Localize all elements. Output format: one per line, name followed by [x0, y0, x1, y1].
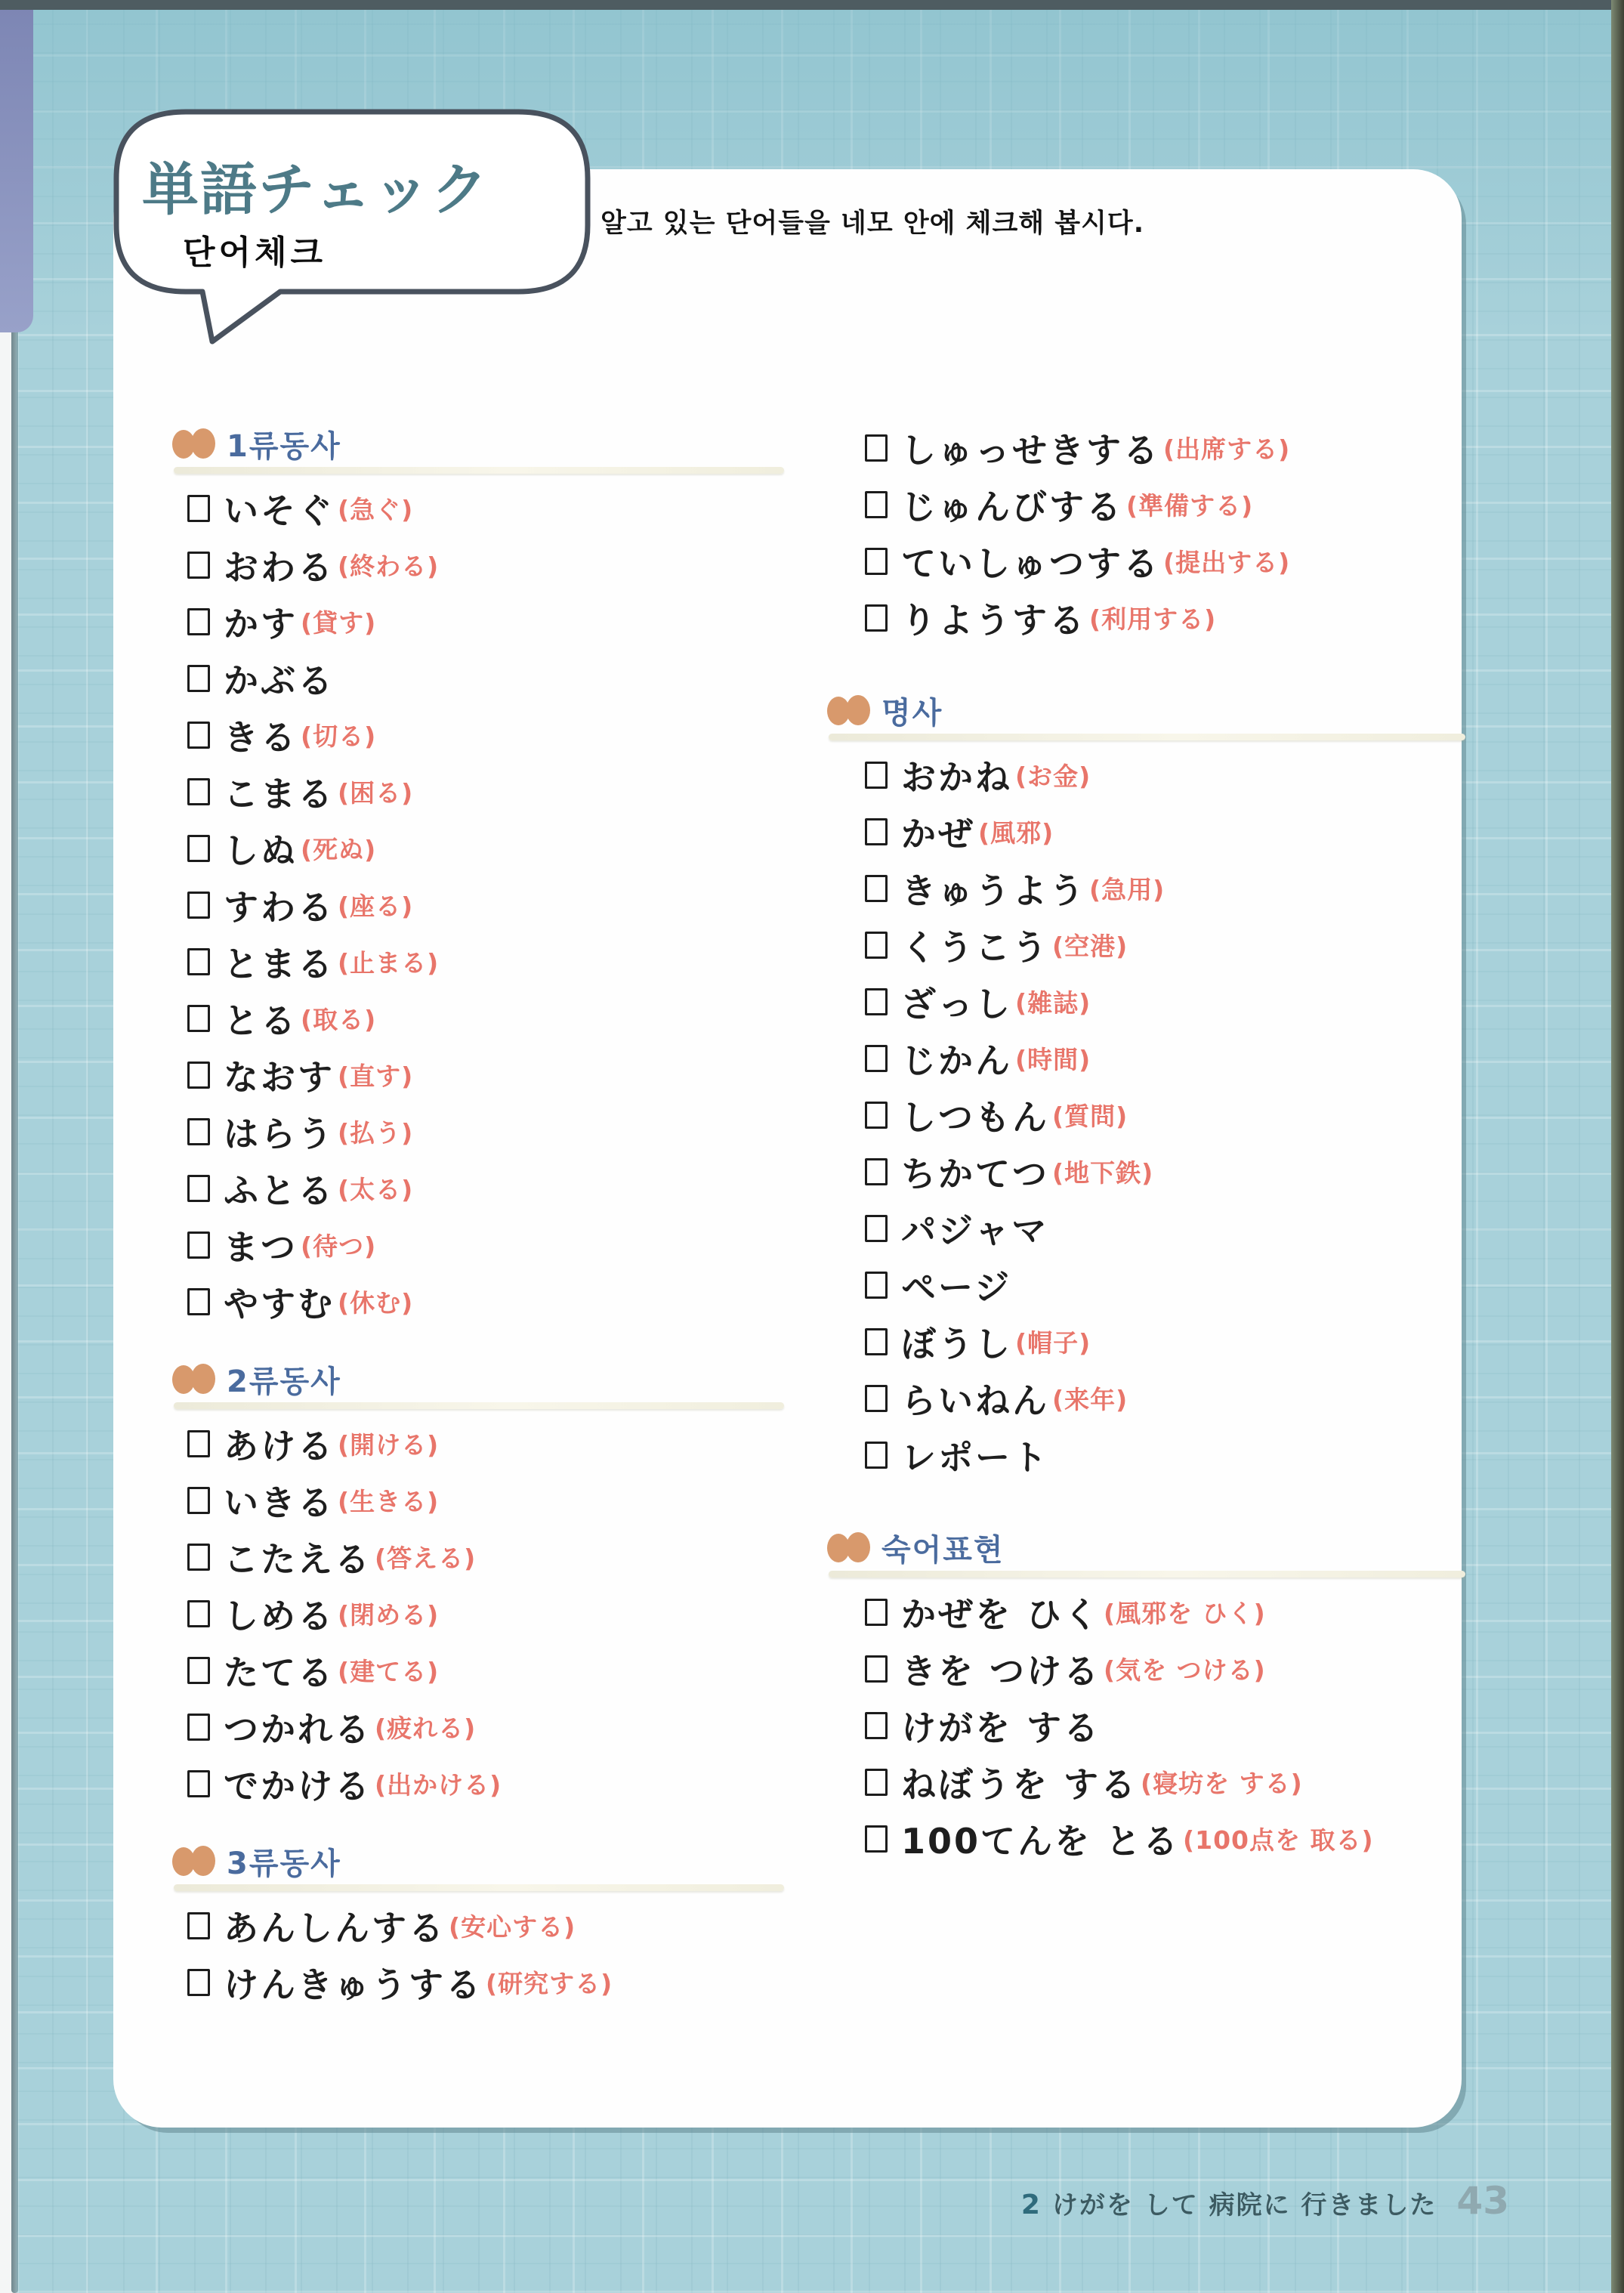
vocab-checkbox[interactable]: [865, 1385, 888, 1412]
vocab-translation: (気を つける): [1104, 1655, 1266, 1685]
section-divider: [174, 467, 784, 474]
vocab-word: 100てんを とる: [901, 1820, 1181, 1862]
vocab-translation: (研究する): [486, 1969, 613, 1998]
vocab-word: りようする: [901, 599, 1086, 641]
vocab-translation: (出かける): [375, 1770, 502, 1800]
vocab-item: [172, 1415, 784, 1472]
vocab-checkbox[interactable]: [187, 1657, 210, 1684]
vocab-checkbox[interactable]: [865, 1045, 888, 1072]
vocab-checkbox[interactable]: [865, 1442, 888, 1469]
vocab-column-right: [827, 419, 1465, 1867]
vocab-word: ちかてつ: [901, 1153, 1049, 1194]
vocab-word: きゅうよう: [901, 870, 1086, 911]
vocab-column-left: [172, 423, 784, 2010]
section-divider: [174, 1402, 784, 1409]
vocab-word: なおす: [224, 1056, 335, 1098]
vocab-word: こまる: [224, 773, 335, 814]
vocab-word: いそぐ: [224, 490, 335, 531]
vocab-item: [827, 1426, 1465, 1483]
vocab-translation: (太る): [338, 1175, 414, 1204]
vocab-list: [172, 1897, 784, 2010]
vocab-item: [172, 1642, 784, 1698]
vocab-word: あける: [224, 1425, 335, 1466]
vocab-checkbox[interactable]: [187, 1062, 210, 1089]
vocab-word: ていしゅつする: [901, 542, 1160, 584]
vocab-checkbox[interactable]: [865, 1769, 888, 1796]
vocab-word: けんきゅうする: [224, 1964, 483, 2005]
vocab-translation: (提出する): [1163, 548, 1291, 577]
vocab-translation: (休む): [338, 1288, 414, 1318]
vocab-checkbox[interactable]: [187, 1118, 210, 1145]
vocab-word: とる: [224, 1000, 298, 1041]
vocab-word: パジャマ: [901, 1210, 1049, 1251]
vocab-word: じかん: [901, 1040, 1012, 1081]
vocab-translation: (答える): [375, 1544, 477, 1573]
vocab-item: [172, 1698, 784, 1755]
vocab-item: [827, 1584, 1465, 1640]
vocab-item: [827, 803, 1465, 860]
section-header: [827, 1527, 1465, 1568]
vocab-checkbox[interactable]: [187, 1231, 210, 1259]
vocab-checkbox[interactable]: [187, 1770, 210, 1797]
vocab-section-left-2: [172, 1840, 784, 2010]
vocab-checkbox[interactable]: [187, 1544, 210, 1571]
vocab-checkbox[interactable]: [865, 1825, 888, 1853]
vocab-word: でかける: [224, 1765, 372, 1806]
vocab-word: しめる: [224, 1595, 335, 1636]
vocab-translation: (風邪を ひく): [1104, 1599, 1266, 1628]
vocab-item: [827, 1810, 1465, 1867]
vocab-translation: (開ける): [338, 1430, 440, 1460]
page-gutter-shadow: [11, 45, 18, 2293]
vocab-word: はらう: [224, 1113, 335, 1154]
book-spine: [0, 8, 33, 332]
vocab-section-left-1: [172, 1358, 784, 1812]
vocab-word: やすむ: [224, 1283, 335, 1324]
vocab-translation: (来年): [1052, 1385, 1128, 1414]
vocab-item: [827, 746, 1465, 803]
vocab-translation: (死ぬ): [301, 835, 377, 864]
vocab-checkbox[interactable]: [865, 548, 888, 575]
vocab-item: [172, 1216, 784, 1273]
vocab-item: [172, 820, 784, 876]
vocab-word: けがを する: [901, 1707, 1101, 1748]
vocab-translation: (生きる): [338, 1487, 440, 1516]
vocab-section-right-2: [827, 1527, 1465, 1867]
vocab-translation: (時間): [1015, 1045, 1091, 1074]
lesson-title: けがを して 病院に 行きました: [1051, 2190, 1437, 2220]
vocab-checkbox[interactable]: [865, 1272, 888, 1299]
vocab-checkbox[interactable]: [865, 988, 888, 1015]
vocab-checkbox[interactable]: [865, 1102, 888, 1129]
scan-top-edge: [0, 0, 1624, 10]
vocab-word: ページ: [901, 1266, 1012, 1308]
vocab-translation: (閉める): [338, 1600, 440, 1630]
vocab-list: [827, 419, 1465, 646]
vocab-item: [172, 1103, 784, 1160]
section-title: 숙어표현: [881, 1532, 1005, 1568]
section-bullet-icon: [827, 1530, 871, 1565]
vocab-translation: (直す): [338, 1062, 414, 1091]
vocab-word: つかれる: [224, 1708, 372, 1750]
vocab-checkbox[interactable]: [187, 1969, 210, 1996]
vocab-checkbox[interactable]: [865, 1599, 888, 1626]
vocab-word: きる: [224, 716, 298, 758]
vocab-translation: (止まる): [338, 948, 440, 978]
vocab-word: じゅんびする: [901, 486, 1123, 527]
vocab-checkbox[interactable]: [187, 1714, 210, 1741]
vocab-list: [827, 1584, 1465, 1867]
vocab-section-right-1: [827, 690, 1465, 1483]
vocab-word: まつ: [224, 1226, 298, 1268]
vocab-word: とまる: [224, 943, 335, 984]
vocab-word: ねぼうを する: [901, 1763, 1138, 1805]
vocab-checkbox[interactable]: [187, 778, 210, 805]
vocab-checkbox[interactable]: [865, 1158, 888, 1185]
vocab-checkbox[interactable]: [187, 1005, 210, 1032]
vocab-word: かぜ: [901, 813, 975, 854]
vocab-translation: (急用): [1089, 875, 1166, 904]
vocab-checkbox[interactable]: [187, 1288, 210, 1315]
vocab-item: [827, 1143, 1465, 1200]
vocab-item: [827, 1256, 1465, 1313]
vocab-item: [827, 916, 1465, 973]
vocab-item: [172, 763, 784, 820]
vocab-checkbox[interactable]: [865, 434, 888, 462]
section-title: 3류동사: [227, 1846, 341, 1881]
vocab-word: いきる: [224, 1482, 335, 1523]
vocab-checkbox[interactable]: [865, 762, 888, 789]
section-header: [172, 1840, 784, 1881]
vocab-word: ぼうし: [901, 1323, 1012, 1364]
vocab-item: [827, 1754, 1465, 1810]
vocab-translation: (困る): [338, 778, 414, 808]
bullet-dot-icon: [846, 695, 870, 725]
vocab-word: らいねん: [901, 1380, 1049, 1421]
section-bullet-icon: [827, 693, 871, 728]
vocab-word: しゅっせきする: [901, 429, 1160, 471]
vocab-item: [827, 1640, 1465, 1697]
vocab-item: [827, 419, 1465, 476]
vocab-item: [827, 1086, 1465, 1143]
vocab-checkbox[interactable]: [865, 1215, 888, 1242]
page-number: 43: [1456, 2179, 1509, 2223]
section-title: 2류동사: [227, 1364, 341, 1399]
vocab-checkbox[interactable]: [865, 604, 888, 632]
instruction-text: 알고 있는 단어들을 네모 안에 체크해 봅시다.: [601, 209, 1144, 239]
vocab-word: かす: [224, 603, 298, 644]
section-bullet-icon: [172, 1361, 216, 1396]
vocab-checkbox[interactable]: [187, 892, 210, 919]
vocab-translation: (利用する): [1089, 604, 1217, 634]
vocab-checkbox[interactable]: [865, 1328, 888, 1355]
vocab-translation: (終わる): [338, 552, 440, 581]
vocab-item: [827, 1697, 1465, 1754]
vocab-word: レポート: [901, 1436, 1049, 1478]
vocab-item: [172, 933, 784, 990]
section-header: [827, 690, 1465, 731]
vocab-section-right-0: [827, 419, 1465, 646]
vocab-list: [172, 480, 784, 1330]
scan-right-edge: [1611, 0, 1624, 2293]
vocab-item: [172, 1585, 784, 1642]
vocab-checkbox[interactable]: [187, 552, 210, 579]
vocab-translation: (風邪): [978, 818, 1054, 848]
vocab-item: [172, 876, 784, 933]
vocab-checkbox[interactable]: [187, 1430, 210, 1457]
vocab-word: くうこう: [901, 926, 1049, 968]
section-header: [172, 423, 784, 464]
vocab-item: [827, 476, 1465, 533]
vocab-translation: (寝坊を する): [1141, 1769, 1303, 1798]
bullet-dot-icon: [191, 1846, 215, 1876]
vocab-translation: (急ぐ): [338, 495, 414, 524]
vocab-item: [827, 1370, 1465, 1426]
vocab-checkbox[interactable]: [865, 932, 888, 959]
vocab-word: かぜを ひく: [901, 1593, 1101, 1635]
vocab-translation: (準備する): [1126, 491, 1254, 521]
vocab-checkbox[interactable]: [187, 722, 210, 749]
vocab-translation: (帽子): [1015, 1328, 1091, 1358]
bullet-dot-icon: [191, 1364, 215, 1394]
page-title-japanese: 単語チェック: [142, 156, 489, 223]
vocab-checkbox[interactable]: [187, 1600, 210, 1627]
vocab-checkbox[interactable]: [187, 608, 210, 635]
section-divider: [829, 734, 1465, 740]
vocab-word: あんしんする: [224, 1907, 446, 1948]
vocab-item: [172, 1528, 784, 1585]
vocab-item: [172, 480, 784, 536]
vocab-word: たてる: [224, 1652, 335, 1693]
vocab-checkbox[interactable]: [187, 665, 210, 692]
section-header: [172, 1358, 784, 1399]
vocab-word: しつもん: [901, 1096, 1049, 1138]
vocab-word: しぬ: [224, 830, 298, 871]
vocab-item: [172, 1046, 784, 1103]
vocab-item: [172, 650, 784, 706]
vocab-translation: (出席する): [1163, 434, 1291, 464]
vocab-translation: (待つ): [301, 1231, 377, 1261]
vocab-checkbox[interactable]: [187, 948, 210, 975]
section-bullet-icon: [172, 1843, 216, 1878]
vocab-item: [827, 1200, 1465, 1256]
title-speech-bubble: [110, 106, 594, 348]
bullet-dot-icon: [846, 1532, 870, 1562]
vocab-item: [172, 1954, 784, 2010]
vocab-translation: (空港): [1052, 932, 1128, 961]
vocab-item: [827, 589, 1465, 646]
vocab-checkbox[interactable]: [865, 491, 888, 518]
vocab-word: きを つける: [901, 1650, 1101, 1692]
vocab-translation: (雑誌): [1015, 988, 1091, 1018]
vocab-word: すわる: [224, 886, 335, 928]
vocab-word: こたえる: [224, 1538, 372, 1580]
vocab-checkbox[interactable]: [865, 818, 888, 845]
vocab-item: [172, 1273, 784, 1330]
vocab-item: [172, 1897, 784, 1954]
page-footer: [1021, 2179, 1509, 2223]
vocab-item: [172, 990, 784, 1046]
vocab-translation: (座る): [338, 892, 414, 921]
vocab-translation: (お金): [1015, 762, 1091, 791]
vocab-item: [172, 1160, 784, 1216]
vocab-checkbox[interactable]: [187, 495, 210, 522]
section-title: 명사: [881, 695, 943, 731]
vocab-translation: (取る): [301, 1005, 377, 1034]
vocab-item: [827, 1030, 1465, 1086]
vocab-checkbox[interactable]: [187, 1175, 210, 1202]
vocab-item: [827, 1313, 1465, 1370]
vocab-translation: (疲れる): [375, 1714, 477, 1743]
vocab-translation: (質問): [1052, 1102, 1128, 1131]
vocab-translation: (地下鉄): [1052, 1158, 1154, 1188]
section-divider: [174, 1884, 784, 1891]
vocab-translation: (建てる): [338, 1657, 440, 1686]
bullet-dot-icon: [191, 428, 215, 459]
lesson-number: 2: [1020, 2189, 1040, 2220]
vocab-item: [172, 593, 784, 650]
vocab-list: [827, 746, 1465, 1483]
vocab-checkbox[interactable]: [865, 875, 888, 902]
vocab-item: [827, 533, 1465, 589]
vocab-word: おかね: [901, 756, 1012, 798]
vocab-translation: (払う): [338, 1118, 414, 1148]
vocab-translation: (100点を 取る): [1183, 1825, 1374, 1855]
vocab-translation: (貸す): [301, 608, 377, 638]
vocab-item: [172, 1472, 784, 1528]
section-bullet-icon: [172, 426, 216, 461]
vocab-item: [827, 973, 1465, 1030]
vocab-translation: (切る): [301, 722, 377, 751]
vocab-checkbox[interactable]: [865, 1655, 888, 1683]
vocab-translation: (安心する): [449, 1912, 576, 1942]
vocab-checkbox[interactable]: [187, 1487, 210, 1514]
page-title-korean: 단어체크: [183, 233, 327, 272]
vocab-checkbox[interactable]: [865, 1712, 888, 1739]
section-title: 1류동사: [227, 428, 341, 464]
vocab-word: かぶる: [224, 660, 335, 701]
vocab-item: [172, 1755, 784, 1812]
vocab-item: [827, 860, 1465, 916]
vocab-checkbox[interactable]: [187, 1912, 210, 1939]
vocab-list: [172, 1415, 784, 1812]
vocab-checkbox[interactable]: [187, 835, 210, 862]
vocab-word: ざっし: [901, 983, 1012, 1024]
vocab-item: [172, 706, 784, 763]
vocab-section-left-0: [172, 423, 784, 1330]
vocab-item: [172, 536, 784, 593]
section-divider: [829, 1571, 1465, 1578]
vocab-word: おわる: [224, 546, 335, 588]
vocab-word: ふとる: [224, 1170, 335, 1211]
